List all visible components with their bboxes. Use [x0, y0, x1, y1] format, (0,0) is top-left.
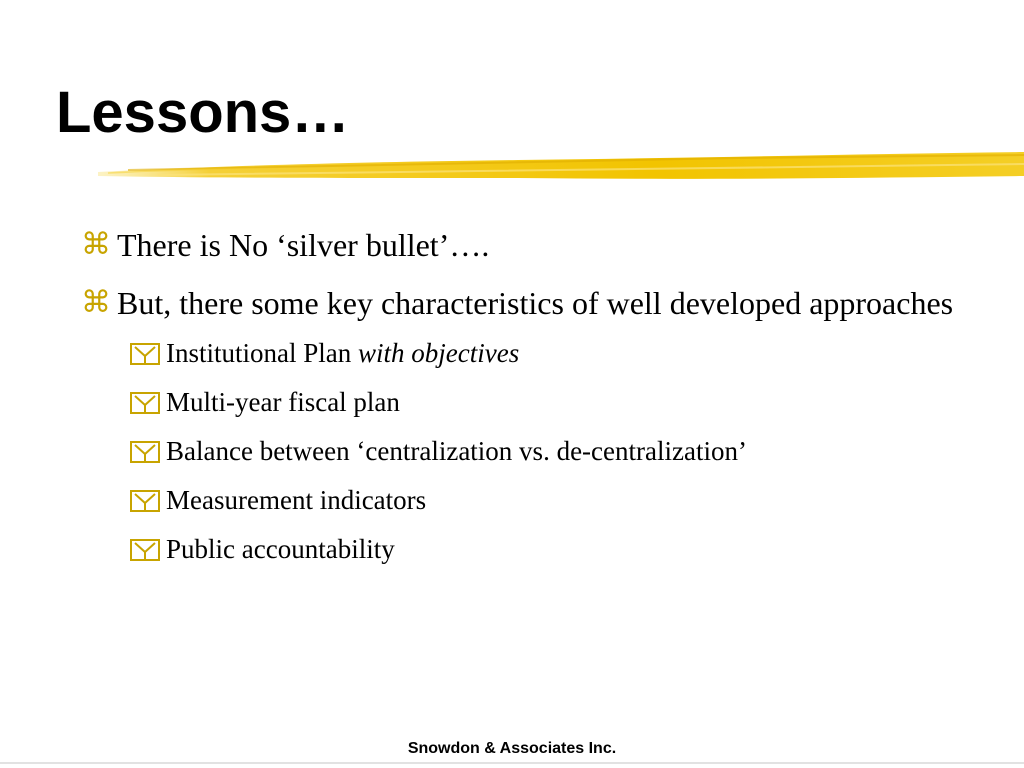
sub-bullet-text: Public accountability [166, 534, 395, 564]
sub-bullet-text: Balance between ‘centralization vs. de-centralization’ [166, 436, 747, 466]
footer-trailing: . [611, 740, 617, 757]
command-key-icon: ⌘ [81, 286, 111, 319]
checkbox-icon [130, 539, 160, 561]
bullet-text: But, there some key characteristics of well developed approaches [117, 285, 954, 321]
bullet-item [80, 222, 1000, 268]
slide-title: Lessons… [56, 80, 350, 145]
sub-bullet-text: Institutional Plan [166, 338, 358, 368]
checkbox-icon [130, 490, 160, 512]
sub-bullet-list [80, 334, 1000, 568]
sub-bullet-item [130, 432, 1000, 470]
sub-bullet-text: Measurement indicators [166, 485, 427, 515]
sub-bullet-item [130, 481, 1000, 519]
title-underline-brush-stroke [98, 148, 1024, 188]
footer-divider [0, 762, 1024, 764]
sub-bullet-item [130, 530, 1000, 568]
bullet-list [80, 222, 1000, 579]
footer [0, 738, 1024, 760]
sub-bullet-emphasis: with objectives [358, 338, 520, 368]
checkbox-icon [130, 441, 160, 463]
command-key-icon: ⌘ [81, 228, 111, 261]
bullet-text: There is No ‘silver bullet’…. [117, 227, 490, 263]
sub-bullet-item [130, 334, 1000, 372]
checkbox-icon [130, 343, 160, 365]
sub-bullet-text: Multi-year fiscal plan [166, 387, 400, 417]
footer-company: Snowdon & Associates Inc [407, 740, 612, 757]
sub-bullet-item [130, 383, 1000, 421]
checkbox-icon [130, 392, 160, 414]
bullet-item [80, 280, 1000, 326]
